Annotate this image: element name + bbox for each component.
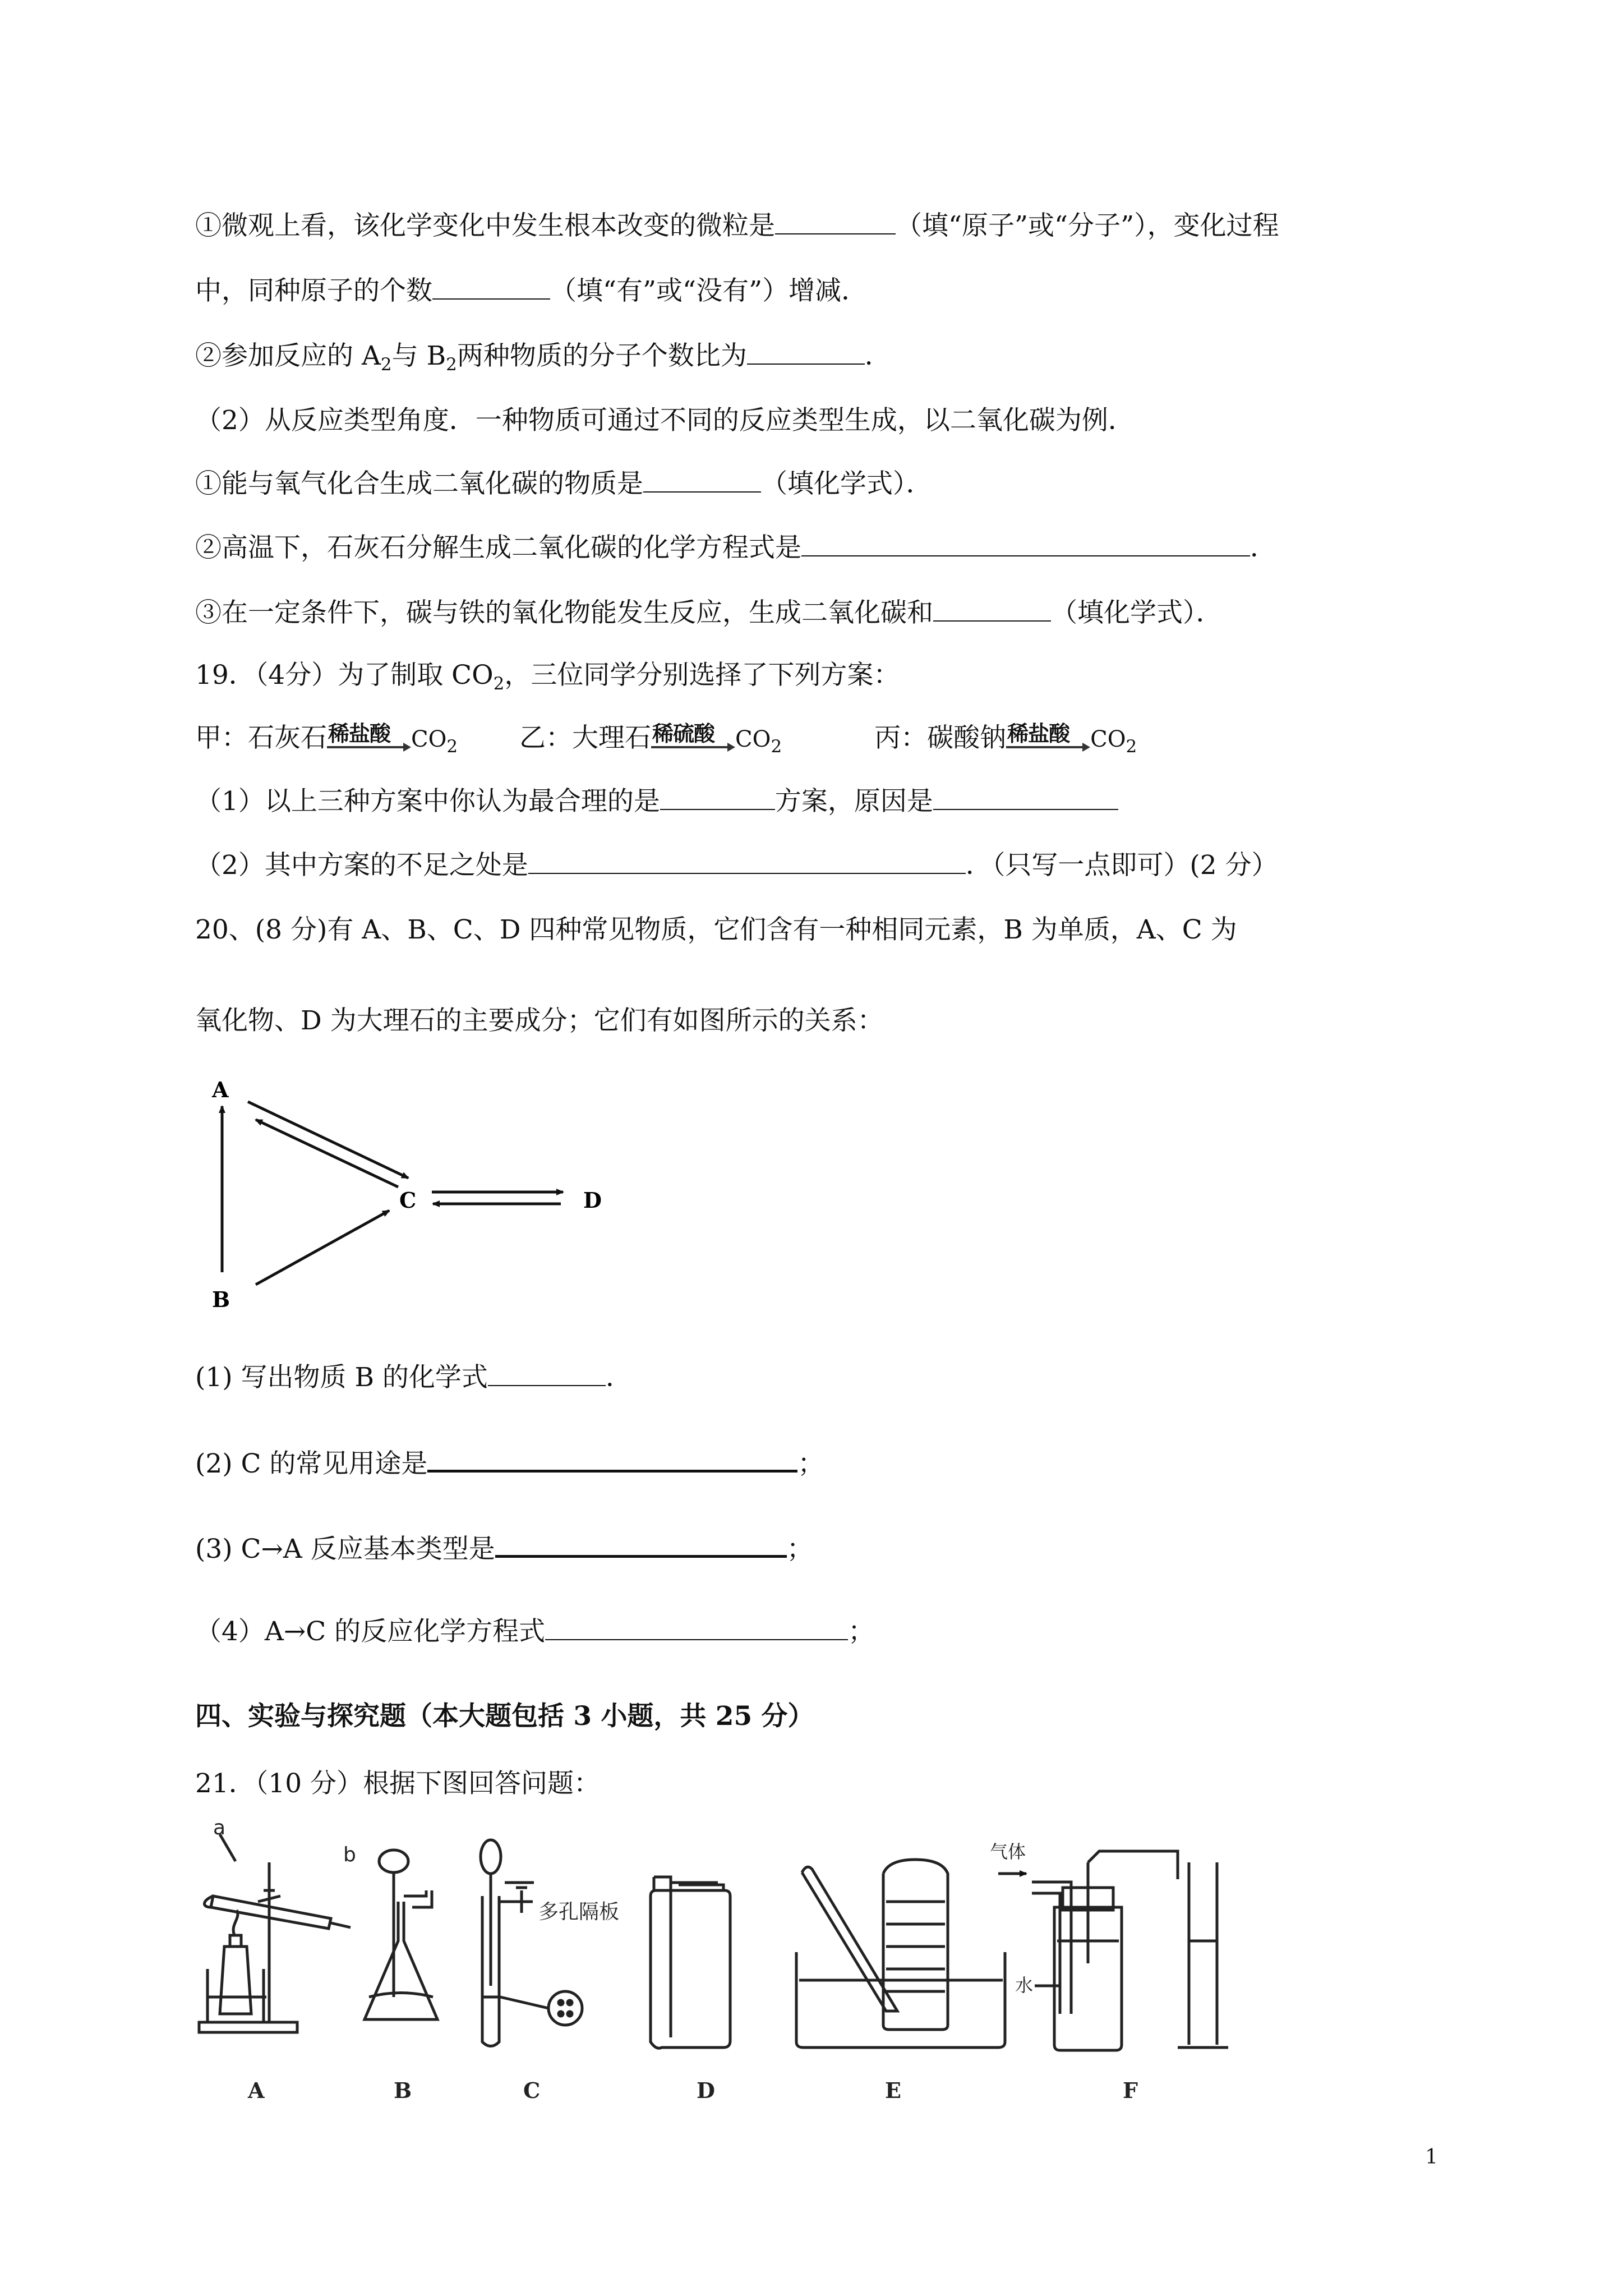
- answer-blank[interactable]: [801, 531, 1250, 556]
- water-label: 水: [1015, 1975, 1034, 1996]
- section-4-heading: [195, 1700, 814, 1733]
- scheme-line: [195, 721, 1137, 756]
- apparatus-label-f: F: [1123, 2078, 1138, 2103]
- product-co2: CO: [735, 726, 771, 752]
- text-line-1: [195, 209, 1279, 243]
- arrow-b-to-c: [256, 1211, 389, 1285]
- text-fragment: ①能与氧气化合生成二氧化碳的物质是: [195, 468, 643, 499]
- subscript: 2: [493, 674, 505, 694]
- text-line-2: [195, 274, 868, 308]
- label-b: b: [343, 1843, 356, 1866]
- q20-part3: [195, 1530, 813, 1566]
- text-fragment: 21．（10 分）根据下图回答问题：: [195, 1768, 601, 1799]
- answer-blank[interactable]: [643, 467, 761, 493]
- text-fragment: ，三位同学分别选择了下列方案：: [504, 660, 900, 691]
- text-line-6: [195, 531, 1276, 565]
- text-fragment: ②参加反应的 A: [195, 341, 381, 371]
- text-fragment: （2）其中方案的不足之处是: [195, 850, 528, 881]
- text-fragment: ②高温下，石灰石分解生成二氧化碳的化学方程式是: [195, 532, 801, 563]
- answer-blank[interactable]: [528, 848, 966, 874]
- text-fragment: （4）A→C 的反应化学方程式: [195, 1616, 546, 1647]
- apparatus-f: [990, 1841, 1228, 2050]
- scheme-yi: 乙：大理石: [519, 723, 652, 753]
- text-fragment: （1）以上三种方案中你认为最合理的是: [195, 786, 660, 817]
- porous-plate-label: 多孔隔板: [538, 1901, 620, 1924]
- product-co2: CO: [1090, 726, 1126, 752]
- answer-blank[interactable]: [933, 596, 1051, 622]
- answer-blank[interactable]: [427, 1445, 797, 1473]
- text-line-3: [195, 339, 891, 373]
- text-fragment: ；: [797, 1448, 824, 1479]
- reagent-label: 稀硫酸: [652, 721, 715, 746]
- answer-blank[interactable]: [495, 1530, 787, 1558]
- question-21: [195, 1767, 600, 1801]
- reaction-arrow: [1006, 721, 1090, 755]
- arrow-a-to-c: [248, 1102, 408, 1178]
- q20-part4: [195, 1614, 874, 1649]
- apparatus-c: [481, 1840, 619, 2046]
- text-fragment: （填“原子”或“分子”），变化过程: [896, 210, 1279, 241]
- text-line-11: [195, 848, 1278, 882]
- apparatus-a: [199, 1816, 351, 2032]
- text-fragment: 中，同种原子的个数: [195, 275, 432, 306]
- text-fragment: （填化学式）．: [1051, 597, 1223, 628]
- reagent-label: 稀盐酸: [328, 721, 391, 746]
- apparatus-e: [796, 1860, 1005, 2047]
- text-fragment: (1) 写出物质 B 的化学式: [195, 1362, 488, 1393]
- scheme-bing: 丙：碳酸钠: [874, 723, 1007, 753]
- text-fragment: ．: [1250, 532, 1276, 563]
- scheme-jia: 甲：石灰石: [195, 723, 327, 753]
- text-fragment: 两种物质的分子个数比为: [457, 341, 747, 371]
- node-a: A: [212, 1077, 229, 1102]
- node-c: C: [399, 1188, 417, 1213]
- text-line-13: [195, 1004, 884, 1038]
- text-line-10: [195, 784, 1118, 818]
- apparatus-figure: [191, 1816, 1256, 2109]
- subscript: 2: [380, 355, 392, 375]
- text-line-7: [195, 596, 1223, 630]
- subscript: 2: [1126, 737, 1137, 757]
- text-fragment: （填“有”或“没有”）增减．: [550, 275, 868, 306]
- question-20: [195, 913, 1237, 947]
- text-fragment: (3) C→A 反应基本类型是: [195, 1534, 495, 1565]
- arrow-c-to-a: [256, 1120, 398, 1187]
- page-number: 1: [1425, 2146, 1438, 2169]
- subscript: 2: [446, 355, 457, 375]
- answer-blank[interactable]: [660, 784, 775, 810]
- answer-blank[interactable]: [488, 1360, 606, 1386]
- q20-part2: [195, 1445, 824, 1481]
- reaction-arrow: [327, 721, 411, 755]
- reaction-arrow: [651, 721, 735, 755]
- text-fragment: (2) C 的常见用途是: [195, 1448, 428, 1479]
- question-19: [195, 659, 900, 692]
- subscript: 2: [771, 737, 782, 757]
- text-fragment: ①微观上看，该化学变化中发生根本改变的微粒是: [195, 210, 775, 241]
- answer-blank[interactable]: [775, 209, 896, 234]
- apparatus-d: [651, 1877, 730, 2048]
- answer-blank[interactable]: [545, 1614, 848, 1640]
- text-line-5: [195, 467, 933, 501]
- text-fragment: （填化学式）．: [761, 468, 933, 499]
- answer-blank[interactable]: [933, 784, 1118, 810]
- apparatus-label-c: C: [523, 2078, 541, 2103]
- q20-part1: [195, 1360, 632, 1395]
- gas-label: 气体: [990, 1841, 1026, 1862]
- apparatus-label-a: A: [248, 2078, 265, 2103]
- subscript: 2: [446, 737, 458, 757]
- text-fragment: 19．（4分）为了制取 CO: [195, 660, 494, 691]
- relation-diagram: [202, 1077, 651, 1335]
- text-fragment: ．（只写一点即可）(2 分）: [965, 850, 1278, 881]
- node-d: D: [583, 1188, 602, 1213]
- product-co2: CO: [411, 726, 447, 752]
- label-a: a: [213, 1816, 226, 1839]
- text-fragment: 20、(8 分)有 A、B、C、D 四种常见物质，它们含有一种相同元素，B 为单质，A、C 为: [195, 914, 1237, 945]
- text-fragment: 四、实验与探究题（本大题包括 3 小题，共 25 分）: [195, 1701, 814, 1732]
- text-fragment: ．: [864, 341, 891, 371]
- apparatus-label-d: D: [697, 2078, 715, 2103]
- text-fragment: ．: [605, 1362, 632, 1393]
- apparatus-label-e: E: [885, 2078, 901, 2103]
- reagent-label: 稀盐酸: [1007, 721, 1070, 746]
- text-fragment: （2）从反应类型角度．一种物质可通过不同的反应类型生成，以二氧化碳为例．: [195, 405, 1135, 436]
- apparatus-label-b: B: [394, 2078, 412, 2103]
- text-fragment: 方案，原因是: [774, 786, 933, 817]
- text-fragment: ；: [848, 1616, 875, 1647]
- text-fragment: ③在一定条件下，碳与铁的氧化物能发生反应，生成二氧化碳和: [195, 597, 933, 628]
- apparatus-b: [343, 1843, 437, 2019]
- text-fragment: 氧化物、D 为大理石的主要成分；它们有如图所示的关系：: [195, 1005, 884, 1036]
- node-b: B: [212, 1287, 230, 1312]
- text-line-4: [195, 404, 1135, 438]
- text-fragment: ；: [786, 1534, 813, 1565]
- answer-blank[interactable]: [747, 339, 865, 365]
- text-fragment: 与 B: [391, 341, 446, 371]
- answer-blank[interactable]: [432, 274, 550, 300]
